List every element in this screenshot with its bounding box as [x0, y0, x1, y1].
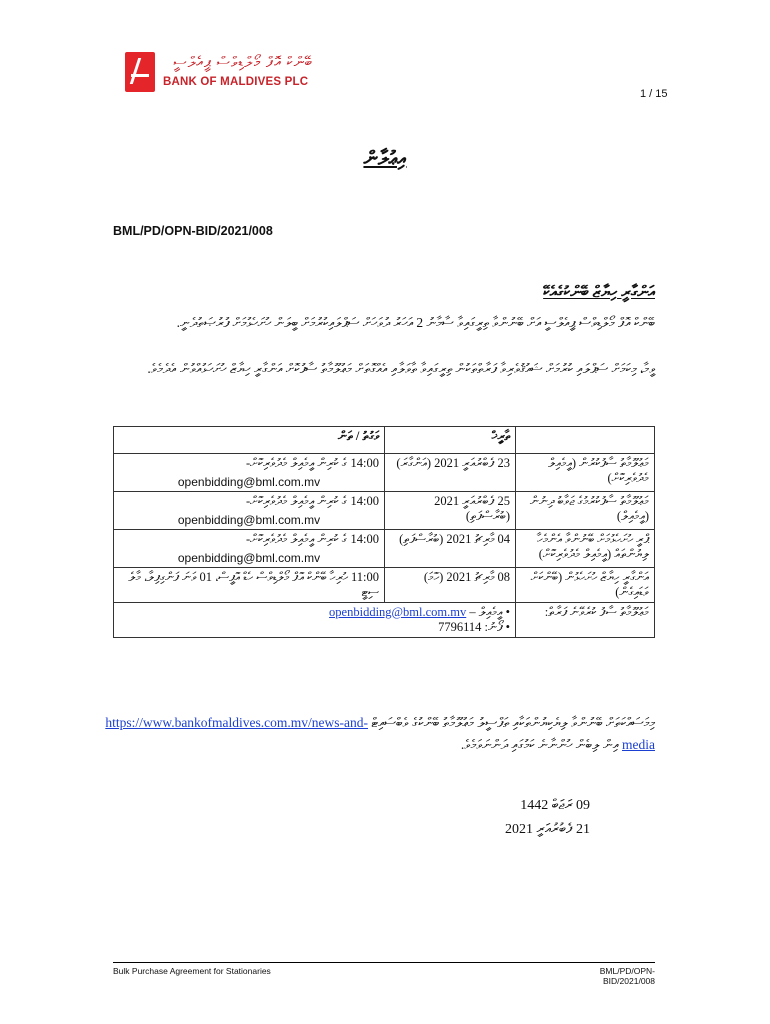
row-date: 08 މާރިޗު 2021 (ހޮމަ) [385, 568, 516, 603]
table-row [114, 492, 655, 530]
paragraph-intro: ބޭންކް އޮފް މޯލްޑިވްސް ޕީއެލްސީ އަށް ބޭނުންވާ ތިރީގައިވާ ސާމާނު 2 އަހަރު ދުވަހަށް ސަޕްލައިކުރުމަށް ބީލަން ހުށަހެޅުމަށް ފުރުޞަތުދެނީ. [176, 315, 655, 330]
contact-email-link[interactable]: openbidding@bml.com.mv [329, 605, 467, 619]
logo-name: BANK OF MALDIVES PLC [163, 76, 309, 88]
contact-label: މަޢުލޫމާތު ސާފު ކުރެވޭނެ ފަރާތް: [516, 603, 655, 638]
footer-document-title: Bulk Purchase Agreement for Stationaries [113, 966, 271, 976]
bank-logo [125, 52, 315, 96]
table-header-cell: ތާރީޚް [385, 427, 516, 454]
paragraph-request: ވީމާ، މިކަމަށް ސަޕްލައި ކުރުމަށް ޝައުޤުވެރިވާ ފަރާތްތަކުން ތިރީގައިވާ ތާވަލާއި އެއްގޮތަށް މަޢުލޫމާތު ސާފުކޮށް އަންގާރީ ހިޔާޒް ހުށަހަޅުއްވުން އެދެމެވެ. [147, 361, 655, 376]
website-text-before: މިމަސައްކަތަށް ބޭނުންވާ ލިޔެކިޔުންތަކާއި ތަފްސީލު މަޢުލޫމާތު ބޭންކުގެ ވެބްސައިޓް [371, 715, 655, 730]
date-hijri: 09 ރަޖަބް 1442 [520, 798, 590, 813]
contact-email-line [119, 605, 510, 620]
row-time-place [114, 568, 385, 603]
page-number: 1 / 15 [640, 88, 668, 100]
contact-email-prefix: • އީމެއިލް – [469, 605, 510, 619]
logo-dhivehi-text: ބޭންކް އޮފް މޯލްޑިވްސް ޕީއެލްސީ [173, 55, 313, 71]
table-row [114, 568, 655, 603]
row-time-place [114, 492, 385, 530]
footer-divider [113, 962, 655, 963]
website-link[interactable]: https://www.bankofmaldives.com.mv/news-and-media [105, 715, 655, 752]
table-header-cell [516, 427, 655, 454]
row-date: 23 ފެބްރުއަރީ 2021 (އަންގާރަ) [385, 454, 516, 492]
time-text: 14:00 ގެ ކުރިން އީމެއިލް މެދުވެރިކޮށް- [245, 532, 379, 546]
table-header-cell: ވަގުތު / ތަން [114, 427, 385, 454]
table-row [114, 454, 655, 492]
row-label: މަޢުލޫމާތު ސާފުކުރުން (އީމެއިލް މެދުވެރިކޮށް) [516, 454, 655, 492]
schedule-table [113, 426, 655, 638]
row-date: 04 މާރިޗު 2021 (ބުރާސްފަތި) [385, 530, 516, 568]
footer-reference: BML/PD/OPN-BID/2021/008 [599, 966, 655, 986]
row-date: 25 ފެބްރުއަރީ 2021 (ބުރާސްފަތި) [385, 492, 516, 530]
time-text: 14:00 ގެ ކުރިން އީމެއިލް މެދުވެރިކޮށް- [245, 456, 379, 470]
email-text: openbidding@bml.com.mv [177, 475, 321, 489]
row-time-place [114, 454, 385, 492]
table-row-contact [114, 603, 655, 638]
row-label: އަންގާރީ ހިޔާޒް ހުށަހެޅުން (ބޭންކަށް ވަޑައިގެން) [516, 568, 655, 603]
email-text: openbidding@bml.com.mv [177, 551, 321, 565]
place-text: ބޭންކް އޮފް މޯލްޑިވްސް ހެޑް އޮފީސް، 01 ވަނަ ފަންގިފިލާ، މާލެ ސިޓީ [128, 570, 379, 599]
table-header-row [114, 427, 655, 454]
time-text: 14:00 ގެ ކުރިން އީމެއިލް މެދުވެރިކޮށް- [245, 494, 379, 508]
row-time-place [114, 530, 385, 568]
email-text: openbidding@bml.com.mv [177, 513, 321, 527]
row-label: މަޢުލޫމާތު ސާފުކުރުމުގެ ޖަވާބު ދިނުން (އީމެއިލް) [516, 492, 655, 530]
contact-phone: • ފޯނު: 7796114 [438, 620, 510, 634]
table-row [114, 530, 655, 568]
website-text-after: އިން ލިބެން ހުންނާނެ ކަމުގައި ދަންނަވަމެވެ. [460, 737, 619, 752]
row-label: ޕްރީ ހުށަހެޅުމަށް ބޭނުންވާ އެންމެހާ ލިޔުންތައް (އީމެއިލް މެދުވެރިކޮށް) [516, 530, 655, 568]
date-gregorian: 21 ފެބުރުއަރީ 2021 [505, 822, 590, 837]
subject-heading: އަންގާރީ ހިޔާޒް ބޭންކުގެއެކޭ [543, 284, 655, 301]
reference-number: BML/PD/OPN-BID/2021/008 [113, 224, 273, 238]
page-title: އިޢުލާން [363, 148, 407, 170]
paragraph-website [100, 712, 655, 756]
time-text: 11:00 ހުރިހާ [329, 570, 379, 584]
contact-cell [114, 603, 516, 638]
bml-logo-mark-icon [125, 52, 155, 92]
